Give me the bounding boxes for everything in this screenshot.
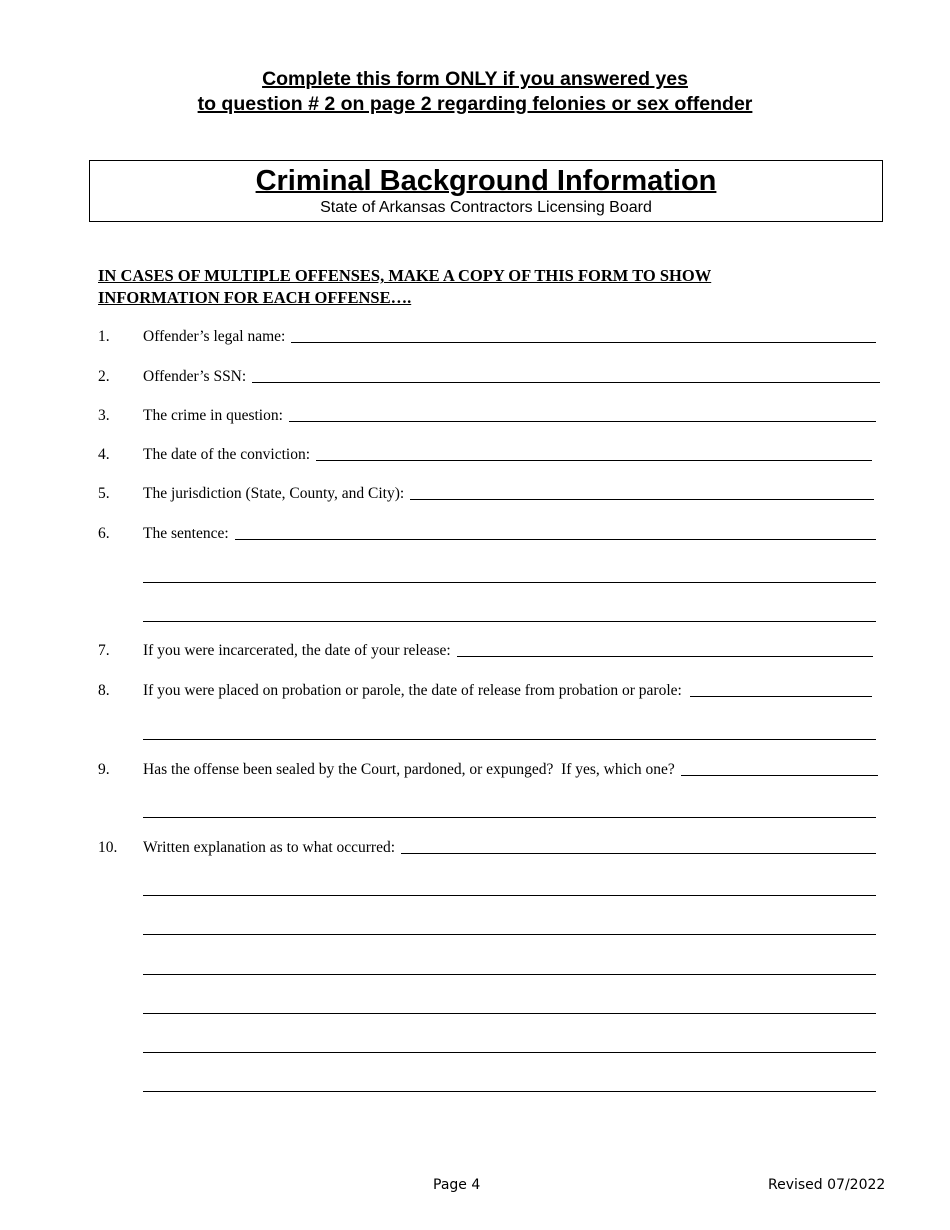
answer-field-probation-line-2[interactable] [143,739,876,740]
answer-field-conviction-date[interactable] [316,460,872,461]
question-label: If you were incarcerated, the date of your release: [143,642,451,659]
answer-field-explanation[interactable] [401,853,876,854]
question-8 [98,680,876,700]
question-number: 3. [98,407,110,424]
question-3 [98,405,876,425]
question-label: Has the offense been sealed by the Court, pardoned, or expunged? If yes, which one? [143,761,675,778]
question-9 [98,759,876,779]
question-number: 5. [98,485,110,502]
instructions-line-2: INFORMATION FOR EACH OFFENSE…. [98,288,412,307]
page-title: Criminal Background Information [255,165,717,197]
question-number: 2. [98,368,110,385]
page-number: Page 4 [433,1177,481,1193]
question-number: 7. [98,642,110,659]
answer-field-explanation-line-6[interactable] [143,1052,876,1053]
answer-field-explanation-line-2[interactable] [143,895,876,896]
question-label: The date of the conviction: [143,446,310,463]
notice-line-1: Complete this form ONLY if you answered yes [262,68,688,90]
question-7 [98,640,876,660]
question-number: 6. [98,525,110,542]
question-number: 1. [98,328,110,345]
question-number: 10. [98,839,118,856]
question-5 [98,483,876,503]
question-number: 8. [98,682,110,699]
question-number: 4. [98,446,110,463]
answer-field-ssn[interactable] [252,382,880,383]
question-label: Offender’s legal name: [143,328,286,345]
answer-field-release-date[interactable] [457,656,873,657]
answer-field-explanation-line-3[interactable] [143,934,876,935]
instructions [98,265,711,309]
question-1 [98,326,876,346]
question-6 [98,523,876,543]
question-label: If you were placed on probation or parole, the date of release from probation or parole: [143,682,682,699]
question-10 [98,837,876,857]
answer-field-jurisdiction[interactable] [410,499,874,500]
notice-line-2: to question # 2 on page 2 regarding felonies or sex offender [197,93,753,115]
answer-field-explanation-line-5[interactable] [143,1013,876,1014]
question-label: Written explanation as to what occurred: [143,839,396,856]
page-subtitle: State of Arkansas Contractors Licensing Board [320,199,652,216]
revision-date: Revised 07/2022 [768,1177,886,1193]
question-label: The crime in question: [143,407,283,424]
answer-field-sealed-line-2[interactable] [143,817,876,818]
answer-field-sentence[interactable] [235,539,876,540]
question-2 [98,366,876,386]
answer-field-sentence-line-3[interactable] [143,621,876,622]
answer-field-crime[interactable] [289,421,876,422]
title-box [89,160,883,222]
answer-field-probation-release[interactable] [690,696,872,697]
question-4 [98,444,876,464]
answer-field-legal-name[interactable] [291,342,876,343]
question-label: The jurisdiction (State, County, and City): [143,485,405,502]
question-label: Offender’s SSN: [143,368,247,385]
answer-field-explanation-line-7[interactable] [143,1091,876,1092]
answer-field-sealed[interactable] [681,775,878,776]
question-number: 9. [98,761,110,778]
instructions-line-1: IN CASES OF MULTIPLE OFFENSES, MAKE A COPY OF THIS FORM TO SHOW [98,266,712,285]
answer-field-sentence-line-2[interactable] [143,582,876,583]
answer-field-explanation-line-4[interactable] [143,974,876,975]
question-label: The sentence: [143,525,229,542]
